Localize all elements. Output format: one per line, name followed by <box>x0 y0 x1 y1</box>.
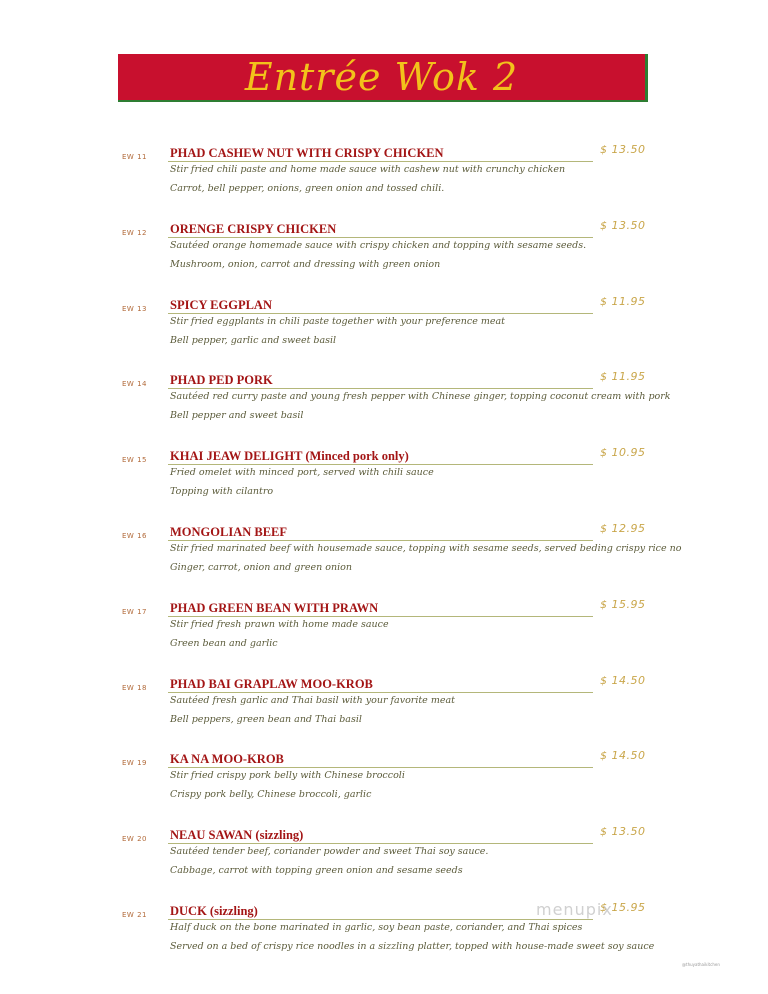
item-name: PHAD BAI GRAPLAW MOO-KROB <box>170 676 373 691</box>
menu-item <box>0 749 768 822</box>
item-code: EW 14 <box>122 380 147 389</box>
item-description: Stir fried eggplants in chili paste together with your preference meat <box>170 315 505 327</box>
item-divider <box>168 616 593 617</box>
item-divider <box>168 843 593 844</box>
menu-item <box>0 597 768 671</box>
item-price: $ 11.95 <box>600 294 646 308</box>
item-description: Half duck on the bone marinated in garlic, soy bean paste, coriander, and Thai spices <box>170 922 583 933</box>
item-divider <box>168 767 593 768</box>
menu-title-banner <box>118 54 648 102</box>
item-code: EW 20 <box>122 835 147 844</box>
item-price: $ 14.50 <box>600 673 646 687</box>
item-divider <box>168 540 593 541</box>
item-divider <box>168 313 593 314</box>
item-name: PHAD GREEN BEAN WITH PRAWN <box>170 600 379 615</box>
item-name: DUCK (sizzling) <box>170 904 258 918</box>
item-ingredients: Bell pepper and sweet basil <box>170 410 304 422</box>
item-description: Stir fried crispy pork belly with Chinese broccoli <box>170 770 405 782</box>
item-ingredients: Mushroom, onion, carrot and dressing with green onion <box>170 258 441 270</box>
item-description: Sautéed red curry paste and young fresh pepper with Chinese ginger, topping coconut cream with pork <box>170 391 671 403</box>
item-name: MONGOLIAN BEEF <box>170 525 288 539</box>
item-ingredients: Topping with cilantro <box>170 486 274 498</box>
item-divider <box>168 237 593 238</box>
item-price: $ 15.95 <box>600 597 646 611</box>
item-divider <box>168 692 593 693</box>
item-code: EW 18 <box>122 683 147 692</box>
item-code: EW 13 <box>122 304 147 313</box>
item-code: EW 11 <box>122 153 147 161</box>
item-price: $ 13.50 <box>600 825 646 839</box>
menu-item <box>0 294 768 368</box>
item-divider <box>168 161 593 162</box>
menu-item <box>0 825 768 898</box>
item-ingredients: Served on a bed of crispy rice noodles in a sizzling platter, topped with house-made sweet soy sauce <box>170 941 655 952</box>
watermark: menupix <box>536 900 613 919</box>
item-divider <box>168 919 593 920</box>
item-name: NEAU SAWAN (sizzling) <box>170 828 304 843</box>
item-name: ORENGE CRISPY CHICKEN <box>170 221 337 236</box>
item-price: $ 11.95 <box>600 370 646 384</box>
item-description: Sautéed fresh garlic and Thai basil with your favorite meat <box>170 694 455 706</box>
item-code: EW 12 <box>122 228 147 237</box>
item-divider <box>168 464 593 465</box>
item-ingredients: Ginger, carrot, onion and green onion <box>170 562 352 573</box>
item-ingredients: Bell peppers, green bean and Thai basil <box>170 713 362 725</box>
item-price: $ 14.50 <box>600 749 646 763</box>
image-credit: @thuyathaikitchen <box>682 962 720 967</box>
item-ingredients: Cabbage, carrot with topping green onion and sesame seeds <box>170 865 463 877</box>
item-price: $ 13.50 <box>600 143 646 156</box>
menu-item <box>0 218 768 292</box>
item-code: EW 19 <box>122 759 147 768</box>
item-divider <box>168 388 593 389</box>
item-price: $ 15.95 <box>600 901 646 914</box>
menu-title: Entrée Wok 2 <box>244 55 519 99</box>
item-name: PHAD PED PORK <box>170 373 273 388</box>
item-code: EW 21 <box>122 911 147 919</box>
item-price: $ 10.95 <box>600 446 646 460</box>
item-name: KHAI JEAW DELIGHT (Minced pork only) <box>170 449 409 464</box>
menu-item <box>0 143 768 216</box>
item-description: Sautéed orange homemade sauce with crispy chicken and topping with sesame seeds. <box>170 239 587 251</box>
menu-item <box>0 370 768 443</box>
menu-item <box>0 901 768 974</box>
item-code: EW 16 <box>122 532 147 540</box>
item-ingredients: Carrot, bell pepper, onions, green onion and tossed chili. <box>170 183 445 194</box>
item-description: Stir fried chili paste and home made sauce with cashew nut with crunchy chicken <box>170 164 566 175</box>
item-code: EW 15 <box>122 456 147 465</box>
item-price: $ 12.95 <box>600 522 646 535</box>
menu-item <box>0 446 768 519</box>
item-description: Fried omelet with minced port, served with chili sauce <box>170 467 434 479</box>
menu-item <box>0 522 768 595</box>
item-name: SPICY EGGPLAN <box>170 297 272 312</box>
item-ingredients: Green bean and garlic <box>170 637 278 649</box>
item-price: $ 13.50 <box>600 218 646 232</box>
item-description: Stir fried marinated beef with housemade sauce, topping with sesame seeds, served beding crispy rice no <box>170 543 682 554</box>
item-ingredients: Bell pepper, garlic and sweet basil <box>170 334 337 346</box>
item-description: Sautéed tender beef, coriander powder and sweet Thai soy sauce. <box>170 846 489 858</box>
item-name: PHAD CASHEW NUT WITH CRISPY CHICKEN <box>170 146 444 160</box>
item-code: EW 17 <box>122 607 147 616</box>
item-name: KA NA MOO-KROB <box>170 752 284 767</box>
item-description: Stir fried fresh prawn with home made sauce <box>170 618 389 630</box>
item-ingredients: Crispy pork belly, Chinese broccoli, garlic <box>170 789 372 801</box>
menu-item <box>0 673 768 747</box>
